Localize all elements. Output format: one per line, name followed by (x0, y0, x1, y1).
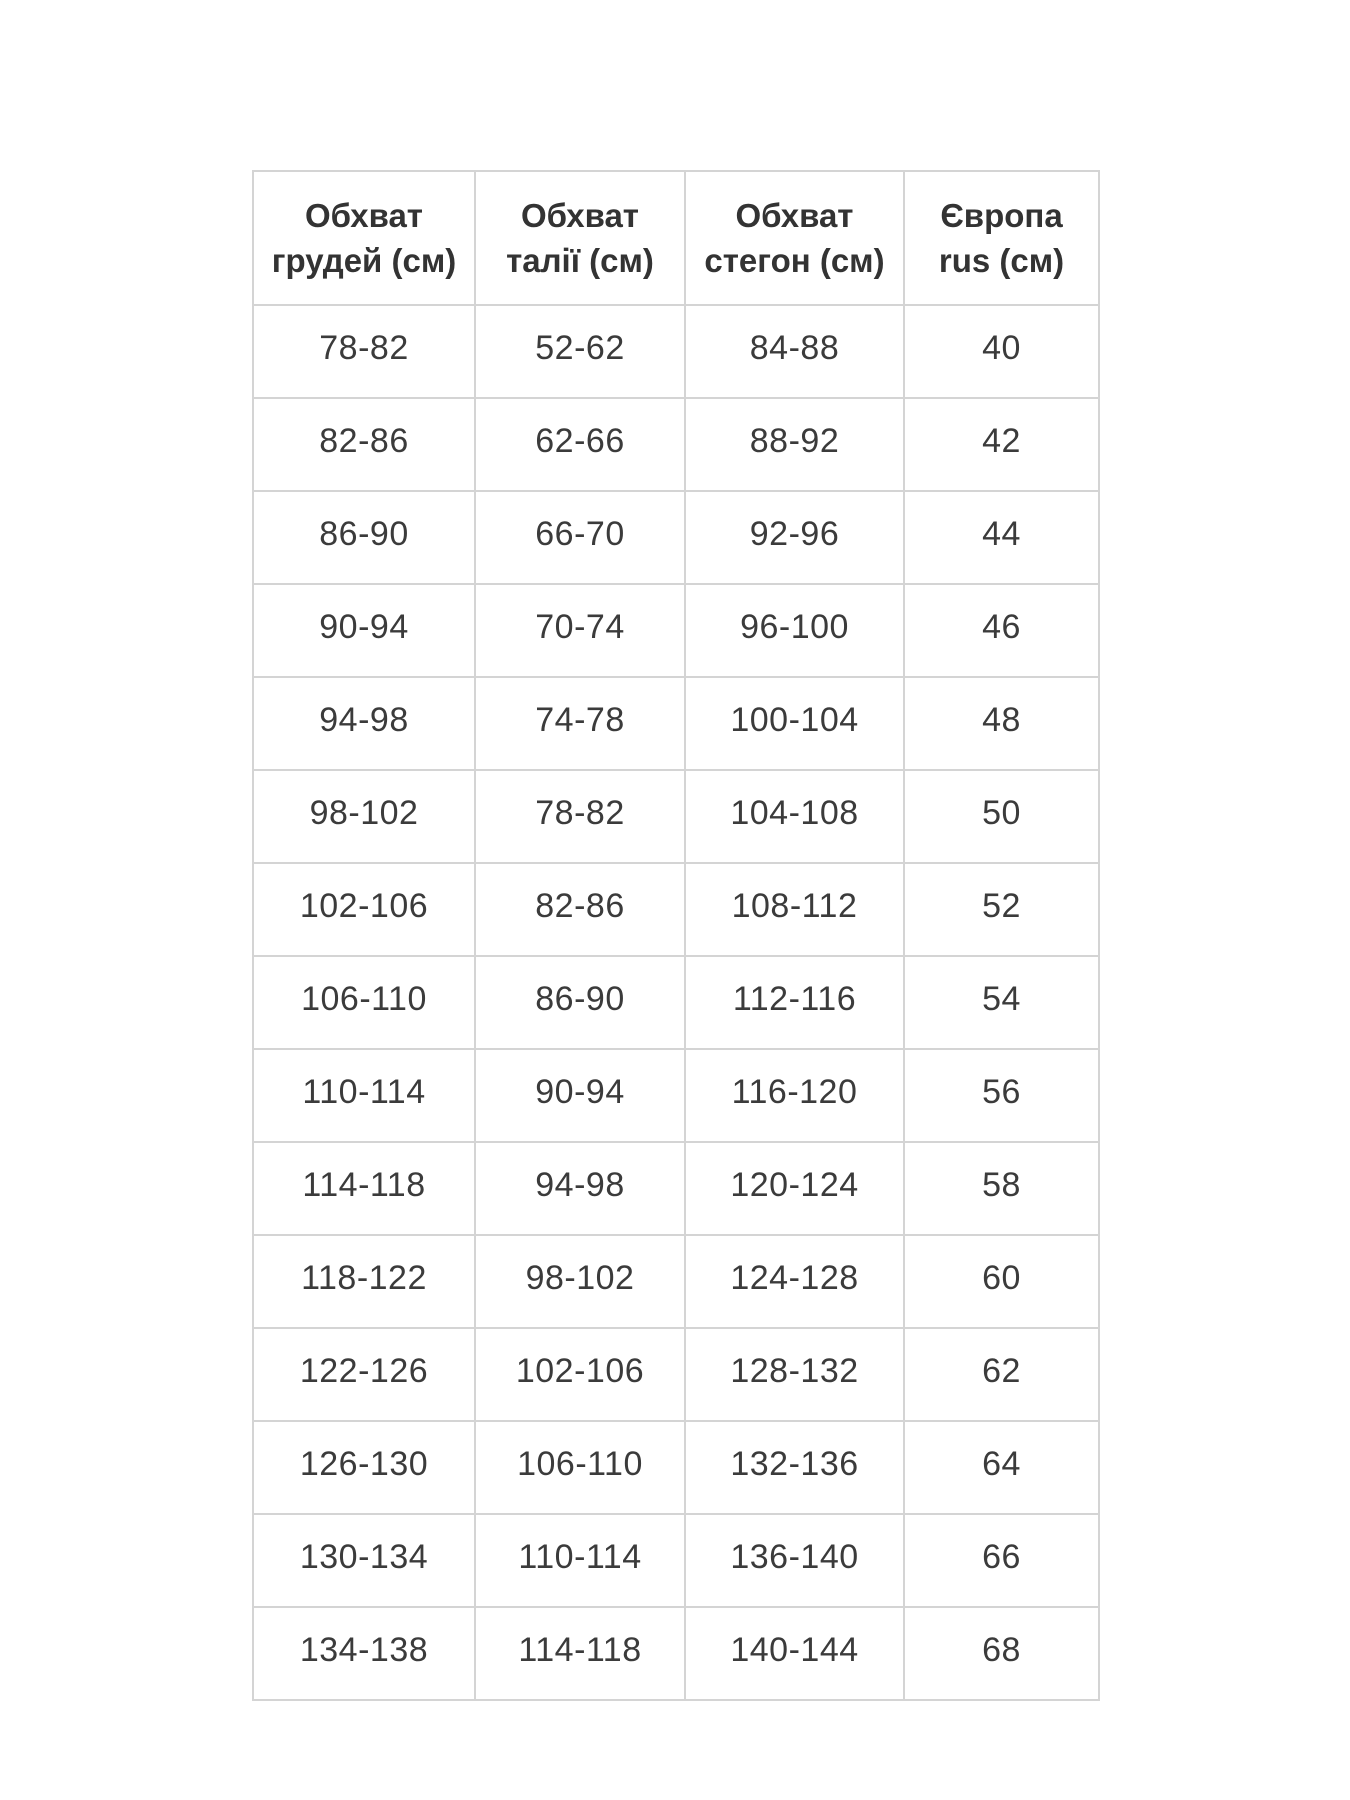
cell-size: 56 (904, 1049, 1099, 1142)
cell-chest: 118-122 (253, 1235, 475, 1328)
cell-hips: 120-124 (685, 1142, 904, 1235)
cell-chest: 114-118 (253, 1142, 475, 1235)
cell-waist: 110-114 (475, 1514, 685, 1607)
table-row (253, 305, 1099, 398)
cell-waist: 90-94 (475, 1049, 685, 1142)
cell-size: 40 (904, 305, 1099, 398)
cell-size: 62 (904, 1328, 1099, 1421)
cell-waist: 78-82 (475, 770, 685, 863)
table-row (253, 1142, 1099, 1235)
header-waist (475, 171, 685, 305)
cell-size: 60 (904, 1235, 1099, 1328)
cell-size: 42 (904, 398, 1099, 491)
cell-chest: 82-86 (253, 398, 475, 491)
cell-size: 48 (904, 677, 1099, 770)
cell-hips: 96-100 (685, 584, 904, 677)
cell-hips: 128-132 (685, 1328, 904, 1421)
table-row (253, 1514, 1099, 1607)
cell-size: 50 (904, 770, 1099, 863)
table-row (253, 863, 1099, 956)
cell-chest: 78-82 (253, 305, 475, 398)
cell-chest: 94-98 (253, 677, 475, 770)
table-row (253, 491, 1099, 584)
table-row (253, 1235, 1099, 1328)
header-size-europe (904, 171, 1099, 305)
table-row (253, 1328, 1099, 1421)
cell-size: 46 (904, 584, 1099, 677)
header-chest-line2: грудей (см) (271, 242, 457, 279)
table-row (253, 956, 1099, 1049)
cell-waist: 74-78 (475, 677, 685, 770)
cell-waist: 94-98 (475, 1142, 685, 1235)
header-size-europe-line1: Європа (940, 197, 1063, 234)
header-waist-line2: талії (см) (506, 242, 654, 279)
cell-size: 64 (904, 1421, 1099, 1514)
cell-hips: 136-140 (685, 1514, 904, 1607)
table-row (253, 677, 1099, 770)
cell-waist: 106-110 (475, 1421, 685, 1514)
cell-hips: 108-112 (685, 863, 904, 956)
table-row (253, 1607, 1099, 1700)
cell-chest: 122-126 (253, 1328, 475, 1421)
cell-size: 68 (904, 1607, 1099, 1700)
cell-hips: 124-128 (685, 1235, 904, 1328)
cell-waist: 52-62 (475, 305, 685, 398)
cell-chest: 98-102 (253, 770, 475, 863)
cell-hips: 100-104 (685, 677, 904, 770)
cell-size: 58 (904, 1142, 1099, 1235)
size-chart-table (252, 170, 1100, 1701)
cell-size: 54 (904, 956, 1099, 1049)
cell-waist: 114-118 (475, 1607, 685, 1700)
cell-waist: 98-102 (475, 1235, 685, 1328)
cell-hips: 84-88 (685, 305, 904, 398)
table-row (253, 584, 1099, 677)
cell-chest: 86-90 (253, 491, 475, 584)
cell-size: 44 (904, 491, 1099, 584)
header-size-europe-line2: rus (см) (938, 242, 1065, 279)
cell-hips: 112-116 (685, 956, 904, 1049)
cell-hips: 132-136 (685, 1421, 904, 1514)
header-chest (253, 171, 475, 305)
cell-hips: 88-92 (685, 398, 904, 491)
header-waist-line1: Обхват (521, 197, 639, 234)
cell-hips: 92-96 (685, 491, 904, 584)
cell-waist: 102-106 (475, 1328, 685, 1421)
cell-waist: 86-90 (475, 956, 685, 1049)
header-row (253, 171, 1099, 305)
cell-waist: 66-70 (475, 491, 685, 584)
cell-waist: 82-86 (475, 863, 685, 956)
cell-waist: 62-66 (475, 398, 685, 491)
cell-chest: 130-134 (253, 1514, 475, 1607)
cell-hips: 104-108 (685, 770, 904, 863)
cell-waist: 70-74 (475, 584, 685, 677)
table-row (253, 1421, 1099, 1514)
cell-size: 66 (904, 1514, 1099, 1607)
cell-hips: 140-144 (685, 1607, 904, 1700)
cell-size: 52 (904, 863, 1099, 956)
cell-chest: 102-106 (253, 863, 475, 956)
cell-chest: 106-110 (253, 956, 475, 1049)
cell-chest: 90-94 (253, 584, 475, 677)
cell-chest: 126-130 (253, 1421, 475, 1514)
header-hips-line2: стегон (см) (704, 242, 885, 279)
table-row (253, 770, 1099, 863)
header-hips (685, 171, 904, 305)
table-row (253, 1049, 1099, 1142)
cell-hips: 116-120 (685, 1049, 904, 1142)
table-row (253, 398, 1099, 491)
cell-chest: 110-114 (253, 1049, 475, 1142)
header-chest-line1: Обхват (305, 197, 423, 234)
cell-chest: 134-138 (253, 1607, 475, 1700)
header-hips-line1: Обхват (735, 197, 854, 234)
